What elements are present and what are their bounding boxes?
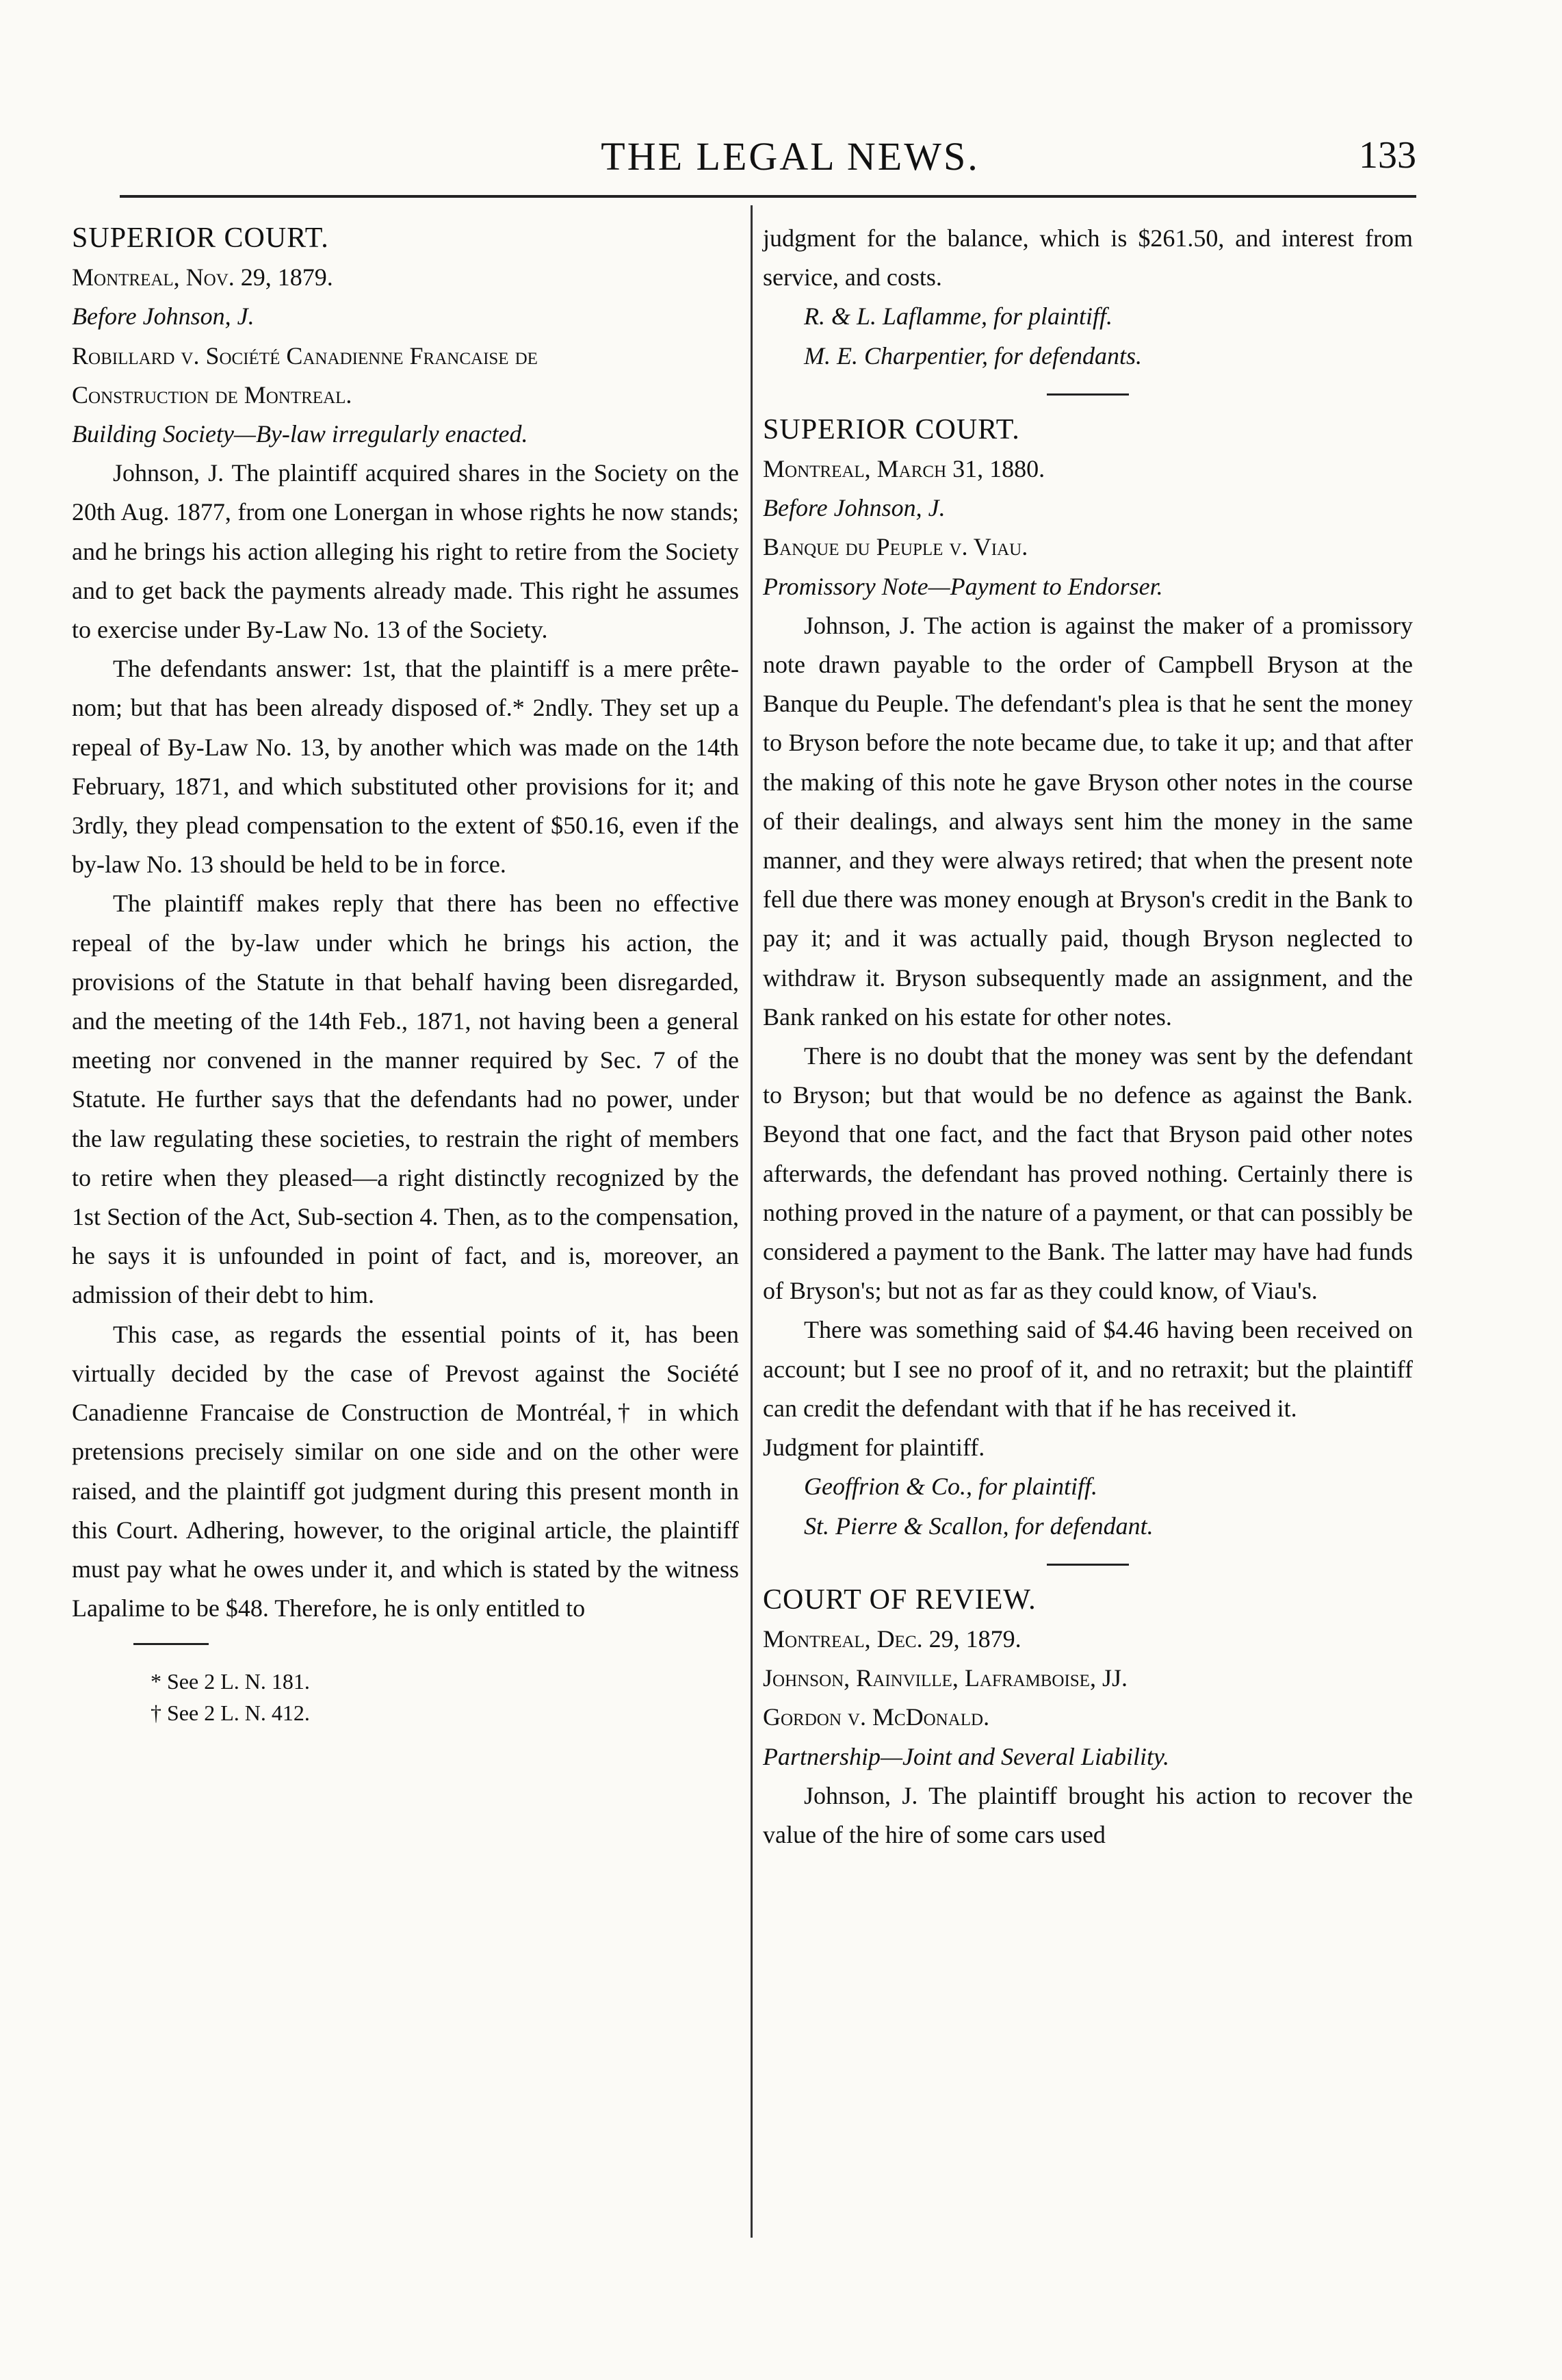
- dateline: Montreal, March 31, 1880.: [763, 455, 1045, 483]
- running-header: [164, 133, 1416, 188]
- paragraph: This case, as regards the essential points of it, has been virtually decided by the case of Prevost against the Société Canadienne Francaise de Construction de Montréal,† in which pretensions precisely similar on one side and on the other were raised, and the plaintiff got judgment during this present month in this Court. Adhering, however, to the original article, the plaintiff must pay what he owes under it, and which is stated by the witness Lapalime to be $48. Therefore, he is only entitled to: [72, 1320, 739, 1622]
- before-judge: Before Johnson, J.: [72, 302, 255, 331]
- headnote: Promissory Note—Payment to Endorser.: [763, 572, 1163, 600]
- case-title-line1: Robillard v. Société Canadienne Francaise de: [72, 341, 538, 370]
- paragraph: There is no doubt that the money was sent by the defendant to Bryson; but that would be no defence as against the Bank. Beyond that one fact, and the fact that Bryson paid other notes afterwards, the defendant has proved nothing. Certainly there is nothing proved in the nature of a payment, or that can possibly be considered a payment to the Bank. The latter may have had funds of Bryson's; but not as far as they could know, of Viau's.: [763, 1042, 1413, 1305]
- case-title: Banque du Peuple v. Viau.: [763, 533, 1028, 561]
- paragraph: There was something said of $4.46 having been received on account; but I see no proof of it, and no retraxit; but the plaintiff can credit the defendant with that if he has received it.: [763, 1316, 1413, 1422]
- attorney-line: St. Pierre & Scallon, for defendant.: [804, 1512, 1154, 1540]
- court-heading: SUPERIOR COURT.: [72, 222, 329, 254]
- dateline: Montreal, Dec. 29, 1879.: [763, 1625, 1021, 1653]
- attorney-line: Geoffrion & Co., for plaintiff.: [804, 1473, 1098, 1501]
- footnote: † See 2 L. N. 412.: [151, 1700, 310, 1726]
- page-number: 133: [1359, 134, 1416, 177]
- court-heading: COURT OF REVIEW.: [763, 1583, 1037, 1616]
- before-judge: Before Johnson, J.: [763, 494, 946, 522]
- paragraph: The plaintiff makes reply that there has been no effective repeal of the by-law under which he brings his action, the provisions of the Statute in that behalf having been disregarded, and the meeting of the 14th Feb., 1871, not having been a general meeting nor convened in the manner required by Sec. 7 of the Statute. He further says that the defendants had no power, under the law regulating these societies, to restrain the right of members to retire when they pleased—a right distinctly recognized by the 1st Section of the Act, Sub-section 4. Then, as to the compensation, he says it is unfounded in point of fact, and is, moreover, an admission of their debt to him.: [72, 890, 739, 1309]
- column-divider: [751, 205, 753, 2238]
- right-column: [763, 219, 1413, 1854]
- judgment-line: Judgment for plaintiff.: [763, 1434, 985, 1462]
- judges-line: Johnson, Rainville, Laframboise, JJ.: [763, 1664, 1128, 1692]
- paragraph: The defendants answer: 1st, that the plaintiff is a mere prête-nom; but that has been already disposed of.* 2ndly. They set up a repeal of By-Law No. 13, by another which was made on the 14th February, 1871, and which substituted other provisions for it; and 3rdly, they plead compensation to the extent of $50.16, even if the by-law No. 13 should be held to be in force.: [72, 655, 739, 879]
- paragraph: judgment for the balance, which is $261.50, and interest from service, and costs.: [763, 224, 1413, 292]
- left-column: [72, 219, 739, 1729]
- footnote-rule: [133, 1643, 209, 1645]
- attorney-line: R. & L. Laflamme, for plaintiff.: [804, 302, 1113, 331]
- header-rule: [120, 195, 1416, 198]
- case-title-line2: Construction de Montreal.: [72, 380, 352, 409]
- journal-title: THE LEGAL NEWS.: [601, 134, 980, 179]
- court-heading: SUPERIOR COURT.: [763, 413, 1020, 445]
- attorney-line: M. E. Charpentier, for defendants.: [804, 341, 1142, 370]
- paragraph: Johnson, J. The action is against the maker of a promissory note drawn payable to the order of Campbell Bryson at the Banque du Peuple. The defendant's plea is that he sent the money to Bryson before the note became due, to take it up; and that after the making of this note he gave Bryson other notes in the course of their dealings, and always sent him the money in the same manner, and they were always retired; that when the present note fell due there was money enough at Bryson's credit in the Bank to pay it; and it was actually paid, though Bryson neglected to withdraw it. Bryson subsequently made an assignment, and the Bank ranked on his estate for other notes.: [763, 611, 1413, 1031]
- dateline: Montreal, Nov. 29, 1879.: [72, 263, 333, 292]
- section-rule: [1047, 1564, 1129, 1566]
- section-rule: [1047, 393, 1129, 396]
- paragraph: Johnson, J. The plaintiff brought his action to recover the value of the hire of some cars used: [763, 1781, 1413, 1848]
- case-title: Gordon v. McDonald.: [763, 1703, 990, 1731]
- paragraph: Johnson, J. The plaintiff acquired shares in the Society on the 20th Aug. 1877, from one Lonergan in whose rights he now stands; and he brings his action alleging his right to retire from the Society and to get back the payments already made. This right he assumes to exercise under By-Law No. 13 of the Society.: [72, 459, 739, 644]
- footnote: * See 2 L. N. 181.: [151, 1669, 310, 1694]
- headnote: Partnership—Joint and Several Liability.: [763, 1742, 1169, 1770]
- headnote: Building Society—By-law irregularly enacted.: [72, 420, 528, 448]
